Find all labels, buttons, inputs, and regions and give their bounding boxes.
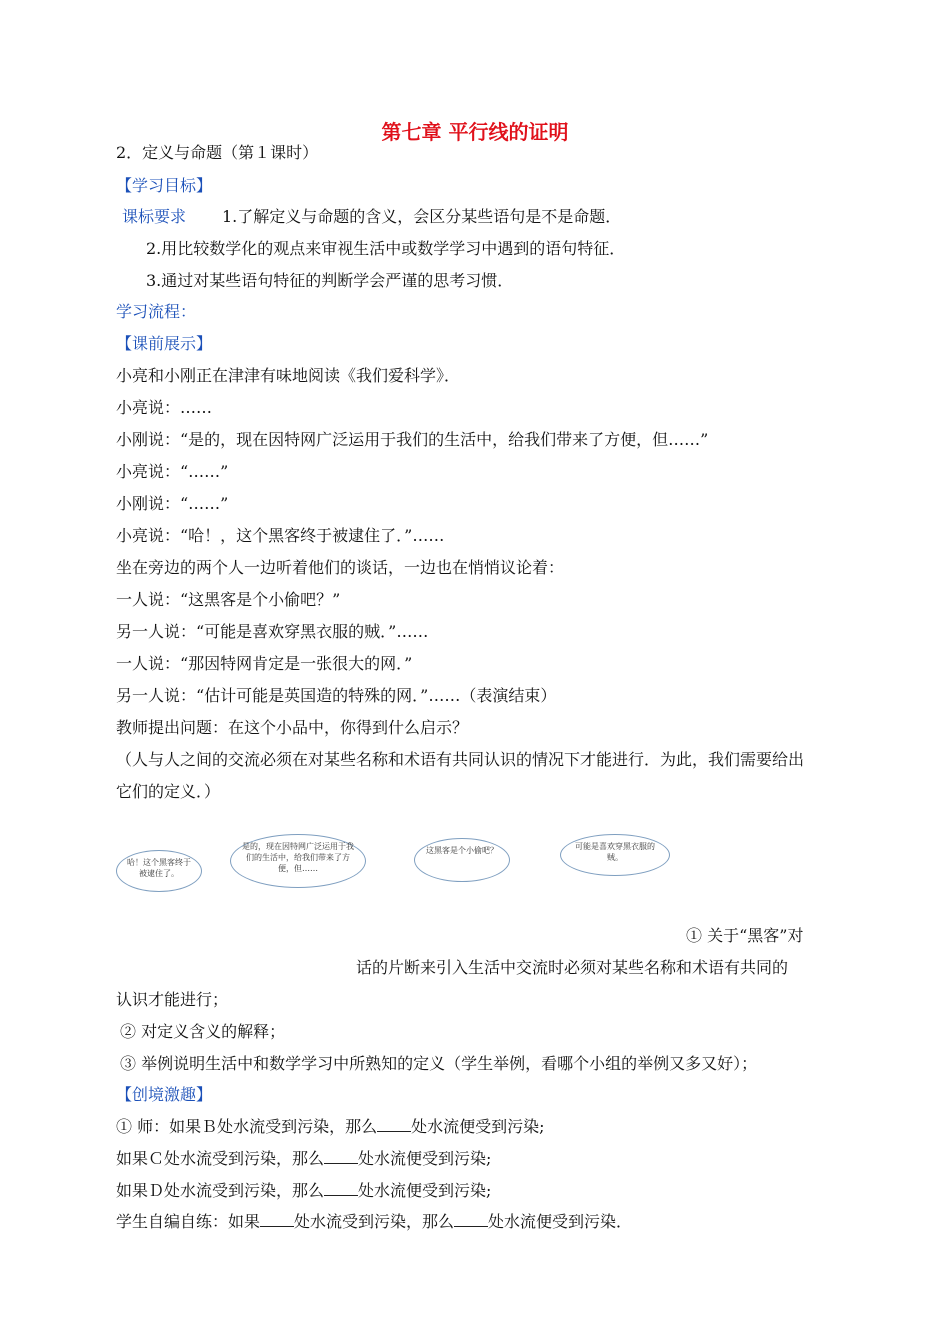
question-1-text-end: 处水流便受到污染; <box>411 1117 545 1136</box>
note-1-start: ① 关于“黑客”对 <box>686 926 804 945</box>
dialog-line: 一人说：“这黑客是个小偷吧？” <box>116 590 341 609</box>
question-2 <box>116 1149 491 1169</box>
dialog-line: 它们的定义．） <box>116 782 221 801</box>
question-3-text: 如果Ｄ处水流受到污染，那么 <box>116 1181 325 1200</box>
men-talking-illustration <box>410 830 680 940</box>
question-4-text: 学生自编自练：如果 <box>116 1212 261 1231</box>
page-title: 第七章 平行线的证明 <box>381 120 569 144</box>
process-header: 学习流程： <box>116 302 197 321</box>
dialog-line: 另一人说：“可能是喜欢穿黑衣服的贼．”…… <box>116 622 429 641</box>
question-2-text: 如果Ｃ处水流受到污染，那么 <box>116 1149 325 1168</box>
question-3-text-end: 处水流便受到污染; <box>358 1181 492 1200</box>
dialog-line: 小刚说：“是的，现在因特网广泛运用于我们的生活中，给我们带来了方便，但……” <box>116 430 709 449</box>
section-heading: 2．定义与命题（第１课时） <box>116 143 319 162</box>
answer-blank[interactable] <box>324 1181 358 1196</box>
speech-bubble: 是的，现在因特网广泛运用于我们的生活中，给我们带来了方便，但…… <box>230 834 366 888</box>
goal-2: 2.用比较数学化的观点来审视生活中或数学学习中遇到的语句特征． <box>146 239 626 258</box>
note-1-middle: 话的片断来引入生活中交流时必须对某些名称和术语有共同的 <box>356 958 789 977</box>
question-4-text-end: 处水流便受到污染． <box>488 1212 633 1231</box>
question-1 <box>116 1117 545 1137</box>
scenario-header: 【创境激趣】 <box>116 1085 213 1104</box>
goal-3: 3.通过对某些语句特征的判断学会严谨的思考习惯． <box>146 271 514 290</box>
dialog-line: 教师提出问题：在这个小品中，你得到什么启示？ <box>116 718 469 737</box>
dialog-line: （人与人之间的交流必须在对某些名称和术语有共同认识的情况下才能进行．为此，我们需要给出 <box>116 750 805 769</box>
answer-blank[interactable] <box>377 1117 411 1132</box>
note-1-end: 认识才能进行； <box>116 990 229 1009</box>
question-2-text-end: 处水流便受到污染; <box>358 1149 492 1168</box>
goal-1: 1.了解定义与命题的含义，会区分某些语句是不是命题． <box>222 207 622 226</box>
goals-header: 【学习目标】 <box>116 176 213 195</box>
speech-bubble: 哈！这个黑客终于被逮住了。 <box>116 850 202 892</box>
note-3: ③ 举例说明生活中和数学学习中所熟知的定义（学生举例，看哪个小组的举例又多又好）； <box>120 1054 758 1073</box>
answer-blank[interactable] <box>260 1212 294 1227</box>
question-4 <box>116 1212 632 1232</box>
question-4-text-mid: 处水流受到污染，那么 <box>294 1212 455 1231</box>
dialog-line: 小刚说：“……” <box>116 494 229 513</box>
note-2: ② 对定义含义的解释； <box>120 1022 286 1041</box>
dialog-line: 小亮说：“……” <box>116 462 229 481</box>
speech-bubble: 可能是喜欢穿黑衣服的贼。 <box>560 834 670 876</box>
dialog-line: 另一人说：“估计可能是英国造的特殊的网．”……（表演结束） <box>116 686 557 705</box>
curriculum-label: 课标要求 <box>122 207 187 226</box>
answer-blank[interactable] <box>454 1212 488 1227</box>
dialog-line: 小亮和小刚正在津津有味地阅读《我们爱科学》． <box>116 366 461 385</box>
boys-reading-illustration <box>112 830 372 980</box>
question-3 <box>116 1181 491 1201</box>
question-1-text: ① 师：如果Ｂ处水流受到污染，那么 <box>116 1117 378 1136</box>
speech-bubble: 这黑客是个小偷吧？ <box>414 838 510 882</box>
dialog-line: 小亮说：“哈！，这个黑客终于被逮住了．”…… <box>116 526 445 545</box>
dialog-line: 坐在旁边的两个人一边听着他们的谈话，一边也在悄悄议论着： <box>116 558 565 577</box>
dialog-line: 一人说：“那因特网肯定是一张很大的网．” <box>116 654 413 673</box>
preview-header: 【课前展示】 <box>116 334 213 353</box>
answer-blank[interactable] <box>324 1149 358 1164</box>
dialog-line: 小亮说：…… <box>116 398 213 417</box>
